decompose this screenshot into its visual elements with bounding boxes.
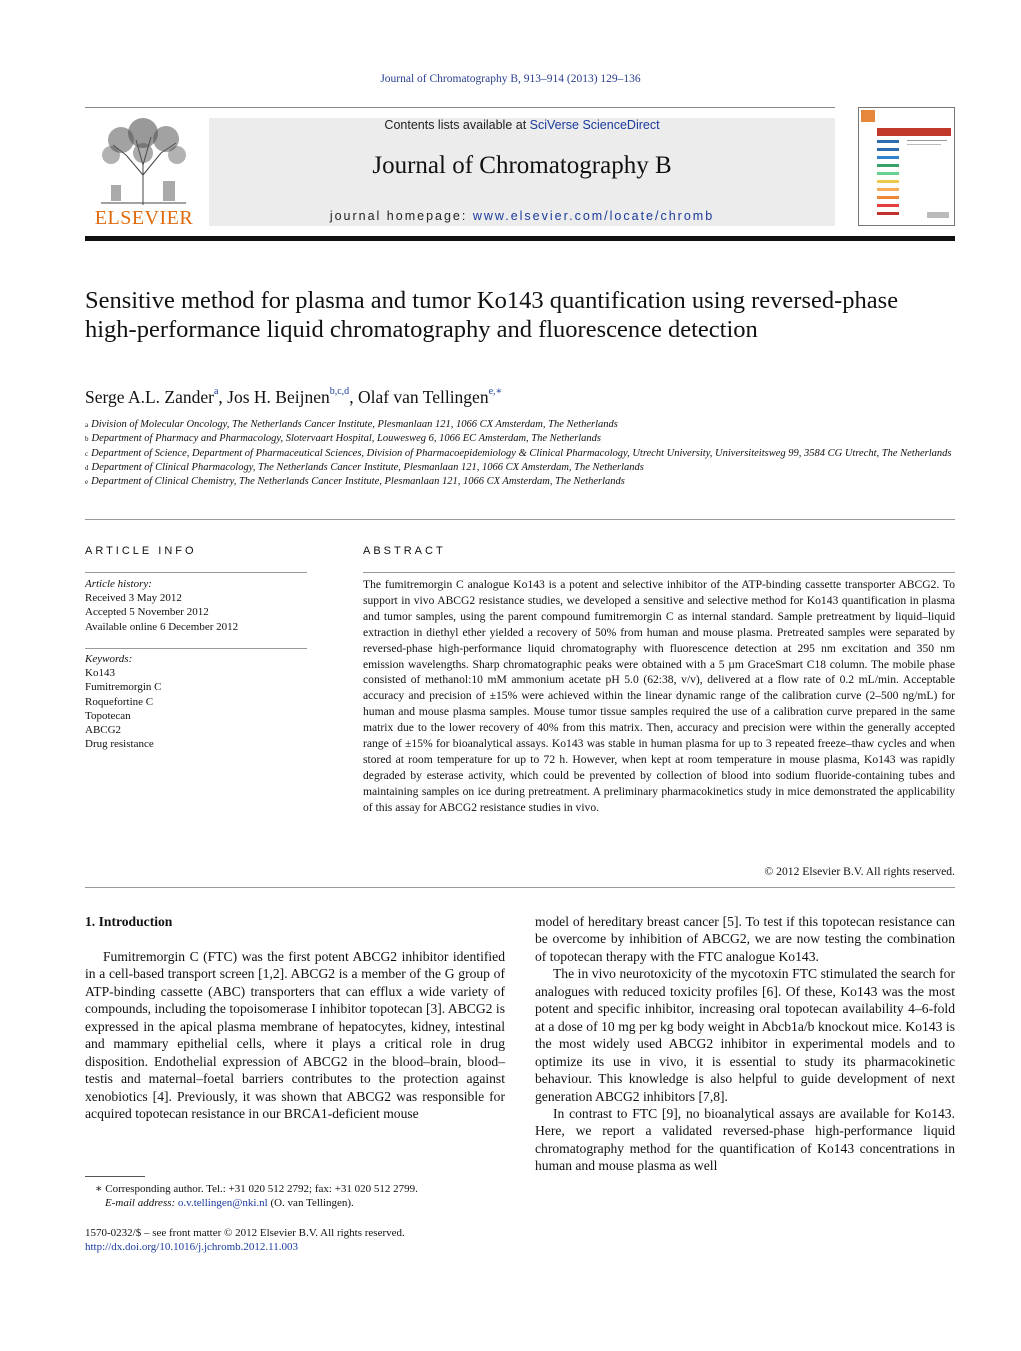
keyword: Fumitremorgin C [85, 681, 162, 694]
keyword: ABCG2 [85, 724, 122, 737]
affiliation-item [85, 447, 955, 461]
abstract-heading: ABSTRACT [363, 545, 446, 557]
affiliation-text: Department of Science, Department of Pharmaceutical Sciences, Division of Pharmacoepidemiology & Clinical Pharmacology, Utrecht University, Universiteitsweg 99, 3584 CG Utrecht, The Netherlands [91, 447, 952, 459]
author-separator: , [349, 387, 358, 407]
journal-citation[interactable]: Journal of Chromatography B, 913–914 (2013) 129–136 [380, 73, 641, 85]
affiliation-item [85, 418, 955, 432]
footnote-contact: ∗ Corresponding author. Tel.: +31 020 512 2792; fax: +31 020 512 2799. [95, 1183, 418, 1195]
author-list [85, 387, 955, 408]
section-rule [85, 887, 955, 888]
contents-prefix: Contents lists available at [384, 118, 530, 132]
info-rule [85, 572, 307, 573]
email-link[interactable]: o.v.tellingen@nki.nl [177, 1197, 268, 1210]
journal-cover-icon [859, 108, 954, 225]
footnote-email-line [85, 1196, 505, 1210]
abstract-rule [363, 572, 955, 573]
keywords-label: Keywords: [85, 653, 133, 665]
article-history [85, 577, 307, 634]
email-label: E-mail address: [105, 1197, 178, 1210]
homepage-link[interactable]: www.elsevier.com/locate/chromb [472, 209, 715, 223]
author-affil-link[interactable]: e,∗ [488, 386, 503, 397]
body-paragraph: In contrast to FTC [9], no bioanalytical assays are available for Ko143. Here, we report a validated reversed-phase high-performance liquid chromatography method for the quantification of Ko143 concentrations in human and mouse plasma as well [535, 1105, 955, 1174]
keyword: Ko143 [85, 667, 115, 680]
affiliations [85, 418, 955, 489]
body-left-column [85, 948, 505, 1123]
publication-info [85, 1226, 505, 1255]
elsevier-wordmark: ELSEVIER [94, 207, 194, 229]
abstract-copyright: © 2012 Elsevier B.V. All rights reserved. [764, 865, 955, 878]
sciencedirect-link[interactable]: SciVerse ScienceDirect [529, 118, 660, 132]
affiliation-text: Division of Molecular Oncology, The Netherlands Cancer Institute, Plesmanlaan 121, 1066 CX Amsterdam, The Netherlands [91, 419, 618, 430]
corresponding-author-footnote [85, 1182, 505, 1211]
affiliation-item [85, 461, 955, 475]
affiliation-marker: b [85, 435, 89, 444]
article-title: Sensitive method for plasma and tumor Ko143 quantification using reversed-phase high-performance liquid chromatography and fluorescence detection [85, 287, 899, 343]
author-name: Serge A.L. Zander [85, 387, 214, 407]
footnote-rule [85, 1176, 145, 1177]
affiliation-marker: c [85, 449, 89, 458]
affiliation-text: Department of Pharmacy and Pharmacology, Slotervaart Hospital, Louwesweg 6, 1066 EC Amsterdam, The Netherlands [91, 433, 602, 445]
email-suffix: (O. van Tellingen). [267, 1197, 354, 1210]
keyword: Roquefortine C [85, 695, 154, 708]
affiliation-marker: d [85, 463, 89, 472]
history-label: Article history: [85, 578, 152, 590]
affiliation-item [85, 475, 955, 489]
keyword: Topotecan [85, 709, 131, 722]
author-affil-link[interactable]: b,c,d [329, 386, 350, 397]
online-date: Available online 6 December 2012 [85, 620, 239, 633]
journal-banner [209, 118, 835, 226]
keyword: Drug resistance [85, 738, 154, 751]
introduction-heading: 1. Introduction [85, 914, 173, 929]
homepage-prefix: journal homepage: [329, 209, 473, 223]
article-info-heading: ARTICLE INFO [85, 545, 197, 557]
received-date: Received 3 May 2012 [85, 592, 182, 605]
affiliation-marker: e [85, 478, 89, 487]
header-bottom-rule [85, 236, 955, 241]
journal-title: Journal of Chromatography B [372, 152, 672, 179]
author-separator: , [218, 387, 228, 407]
body-right-column [535, 913, 955, 1175]
body-paragraph: The in vivo neurotoxicity of the mycotoxin FTC stimulated the search for analogues with reduced toxicity profiles [6]. Of these, Ko143 was the most potent and specific inhibitor, increasing oral topotecan availability 4–6-fold at a dose of 10 mg per kg body weight in Abcb1a/b knockout mice. Ko143 is the most widely used ABCG2 inhibitor in experimental models and to optimize its use in vivo, it is essential to study its pharmacokinetic behaviour. This knowledge is also helpful to guide development of next generation ABCG2 inhibitors [7,8]. [535, 966, 955, 1104]
contents-line [209, 118, 835, 132]
affiliation-marker: a [85, 421, 89, 429]
journal-cover-thumbnail [858, 107, 955, 226]
accepted-date: Accepted 5 November 2012 [85, 606, 209, 619]
keywords-rule [85, 648, 307, 649]
affiliation-text: Department of Clinical Chemistry, The Netherlands Cancer Institute, Plesmanlaan 121, 1066 CX Amsterdam, The Netherlands [91, 476, 625, 488]
abstract-text: The fumitremorgin C analogue Ko143 is a potent and selective inhibitor of the ATP-binding cassette transporter ABCG2. To support in vivo ABCG2 resistance studies, we developed a sensitive and selective method for Ko143 quantification in plasma and tumor samples, using the parent compound fumitremorgin C as internal standard. Sample pretreatment by liquid–liquid extraction in diethyl ether yielded a recovery of 50% from human and mouse plasma. Pretreated samples were separated by reversed-phase high-performance liquid chromatography with fluorescence detection at 295 nm excitation and 350 nm emission wavelengths. Sharp chromatographic peaks were obtained with a 5 µm GraceSmart C18 column. The mobile phase consisted of methanol:10 mM ammonium acetate pH 5.0 (62:38, v/v), delivered at a flow rate of 0.2 mL/min. Acceptable accuracy and precision of ±15% were achieved within the linear dynamic range of the calibration curve (2–500 ng/mL) for human and mouse plasma samples. Mouse tumor tissue samples required the use of a calibration curve prepared in the same matrix due to the lower recovery of 40% from this matrix. Then, accuracy and precision were within the generally accepted range of ±15% for bioanalytical assays. Ko143 was stable in human plasma for up to 3 repeated freeze–thaw cycles and when stored at room temperature for up to 72 h. However, when kept at room temperature in mouse plasma, Ko143 was rapidly degraded by esterase activity, which could be prevented by collection of blood into sodium fluoride-containing tubes and maintaining samples on ice during pretreatment. A preliminary pharmacokinetics study in mice demonstrated the applicability of this assay for ABCG2 resistance studies in vivo. [363, 578, 955, 814]
section-rule [85, 519, 955, 520]
keywords-block [85, 652, 307, 751]
journal-homepage [209, 209, 835, 223]
author-affil-link[interactable]: a [213, 386, 219, 397]
issn-line: 1570-0232/$ – see front matter © 2012 Elsevier B.V. All rights reserved. [85, 1227, 405, 1239]
elsevier-logo [85, 115, 203, 230]
affiliation-text: Department of Clinical Pharmacology, The Netherlands Cancer Institute, Plesmanlaan 121, 1066 CX Amsterdam, The Netherlands [91, 461, 644, 473]
header-top-rule [85, 107, 835, 108]
body-paragraph: Fumitremorgin C (FTC) was the first potent ABCG2 inhibitor identified in a cell-based transport screen [1,2]. ABCG2 is a member of the G group of ATP-binding cassette (ABC) transporters that can efflux a wide variety of compounds, including the topoisomerase I inhibitor topotecan [3]. ABCG2 is expressed in the apical plasma membrane of hepatocytes, kidney, intestinal and mammary epithelial cells, where it plays a critical role in drug disposition. Endothelial expression of ABCG2 in the blood–brain, blood–testis and maternal–foetal barriers contributes to the protection against xenobiotics [4]. Previously, it was shown that ABCG2 was responsible for acquired topotecan resistance in our BRCA1-deficient mouse [85, 949, 505, 1122]
body-paragraph: model of hereditary breast cancer [5]. To test if this topotecan resistance can be overcome by inhibition of ABCG2, we are now testing the combination of topotecan therapy with the FTC analogue Ko143. [535, 914, 955, 964]
author-name: Jos H. Beijnen [227, 387, 330, 407]
affiliation-item [85, 432, 955, 446]
elsevier-tree-icon [91, 115, 195, 207]
doi-link[interactable]: http://dx.doi.org/10.1016/j.jchromb.2012.11.003 [85, 1241, 298, 1254]
author-name: Olaf van Tellingen [357, 387, 489, 407]
